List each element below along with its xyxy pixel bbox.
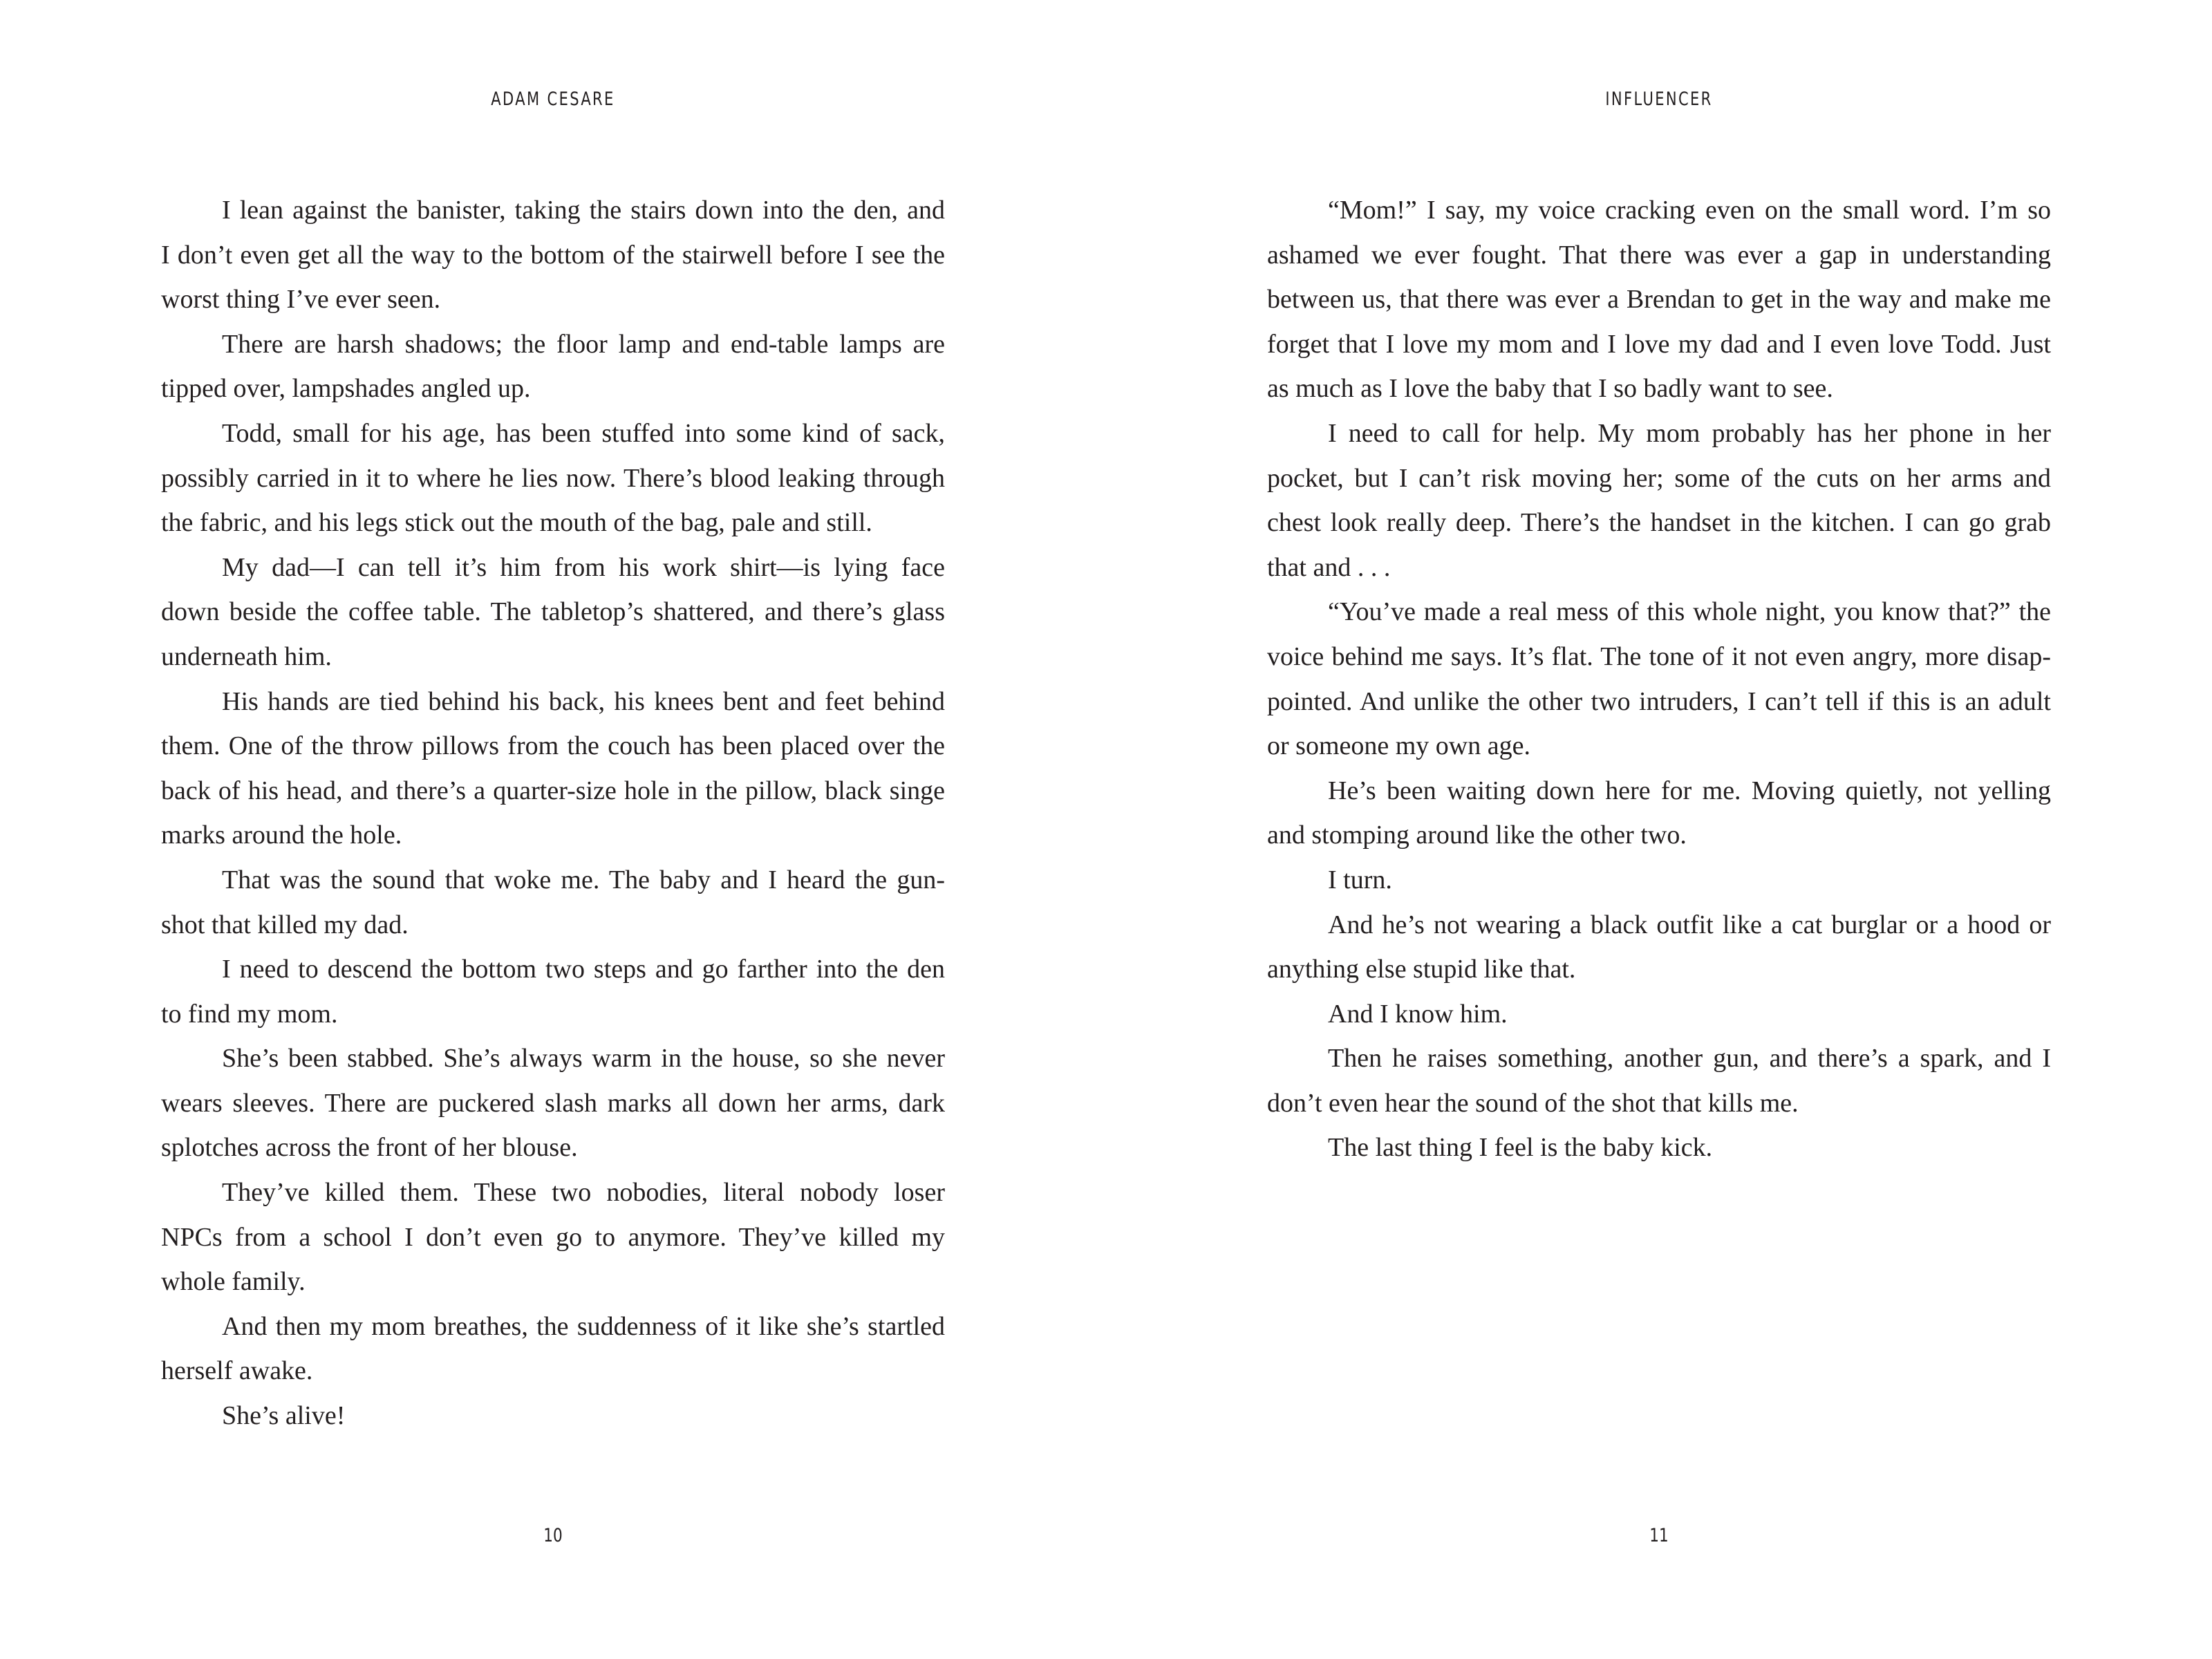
text-line: that and . . . xyxy=(1267,552,1391,582)
text-line: down beside the coffee table. The tabletop’s shattered, and there’s glass xyxy=(161,597,945,627)
text-line: underneath him. xyxy=(161,641,332,671)
text-line: marks around the hole. xyxy=(161,821,402,850)
text-line: And I know him. xyxy=(1328,999,1508,1029)
paragraph xyxy=(1267,903,2051,992)
paragraph xyxy=(161,679,945,858)
text-line: anything else stupid like that. xyxy=(1267,955,1576,984)
text-line: the fabric, and his legs stick out the mouth of the bag, pale and still. xyxy=(161,508,872,538)
text-line: The last thing I feel is the baby kick. xyxy=(1328,1133,1713,1163)
text-line: forget that I love my mom and I love my dad and I even love Todd. Just xyxy=(1267,329,2051,359)
text-line: to find my mom. xyxy=(161,999,338,1029)
text-line: back of his head, and there’s a quarter-size hole in the pillow, black singe xyxy=(161,776,945,805)
paragraph xyxy=(161,411,945,545)
text-line: “You’ve made a real mess of this whole night, you know that?” the xyxy=(1328,597,2051,627)
text-line: splotches across the front of her blouse. xyxy=(161,1133,578,1163)
text-line: And he’s not wearing a black outfit like a cat burglar or a hood or xyxy=(1328,910,2051,939)
text-line: tipped over, lampshades angled up. xyxy=(161,374,531,404)
text-line: “Mom!” I say, my voice cracking even on the small word. I’m so xyxy=(1328,196,2051,225)
text-line: His hands are tied behind his back, his knees bent and feet behind xyxy=(222,686,945,716)
text-line: chest look really deep. There’s the handset in the kitchen. I can go grab xyxy=(1267,508,2051,538)
text-line: My dad—I can tell it’s him from his work shirt—is lying face xyxy=(222,552,945,582)
text-line: between us, that there was ever a Brendan to get in the way and make me xyxy=(1267,285,2051,315)
text-line: or someone my own age. xyxy=(1267,731,1530,761)
text-line: herself awake. xyxy=(161,1356,313,1386)
text-line: I don’t even get all the way to the bottom of the stairwell before I see the xyxy=(161,240,945,270)
text-line: She’s alive! xyxy=(222,1401,346,1431)
text-line: voice behind me says. It’s flat. The tone of it not even angry, more disap- xyxy=(1267,641,2051,671)
text-line: and stomping around like the other two. xyxy=(1267,821,1687,850)
text-line: Then he raises something, another gun, and there’s a spark, and I xyxy=(1328,1044,2051,1074)
text-line: don’t even hear the sound of the shot that kills me. xyxy=(1267,1088,1799,1118)
text-line: possibly carried in it to where he lies now. There’s blood leaking through xyxy=(161,463,945,493)
paragraph xyxy=(161,545,945,679)
paragraph xyxy=(161,1036,945,1170)
text-line: I need to call for help. My mom probably has her phone in her xyxy=(1328,418,2051,448)
paragraph xyxy=(1267,769,2051,858)
paragraph xyxy=(161,858,945,947)
text-line: She’s been stabbed. She’s always warm in the house, so she never xyxy=(222,1044,945,1074)
text-line: There are harsh shadows; the floor lamp and end-table lamps are xyxy=(222,329,945,359)
text-line: ashamed we ever fought. That there was ever a gap in understanding xyxy=(1267,240,2051,270)
left-page-body xyxy=(161,188,945,1438)
running-head-title: INFLUENCER xyxy=(1605,88,1713,110)
paragraph xyxy=(161,1170,945,1304)
text-line: That was the sound that woke me. The baby and I heard the gun- xyxy=(222,865,945,894)
right-page xyxy=(1106,0,2212,1659)
paragraph xyxy=(1267,188,2051,411)
paragraph xyxy=(1267,992,2051,1037)
paragraph xyxy=(1267,411,2051,590)
page-number: 10 xyxy=(543,1525,563,1546)
text-line: I need to descend the bottom two steps and go farther into the den xyxy=(222,955,945,984)
paragraph xyxy=(161,947,945,1036)
text-line: shot that killed my dad. xyxy=(161,910,409,939)
text-line: He’s been waiting down here for me. Moving quietly, not yelling xyxy=(1328,776,2051,805)
text-line: They’ve killed them. These two nobodies, literal nobody loser xyxy=(222,1178,945,1208)
paragraph xyxy=(161,1304,945,1394)
text-line: pocket, but I can’t risk moving her; some of the cuts on her arms and xyxy=(1267,463,2051,493)
text-line: And then my mom breathes, the suddenness of it like she’s startled xyxy=(222,1311,945,1341)
text-line: them. One of the throw pillows from the couch has been placed over the xyxy=(161,731,945,761)
paragraph xyxy=(1267,1036,2051,1125)
paragraph xyxy=(1267,858,2051,903)
paragraph xyxy=(161,1394,945,1438)
right-page-body xyxy=(1267,188,2051,1170)
text-line: whole family. xyxy=(161,1267,306,1297)
paragraph xyxy=(1267,590,2051,768)
text-line: wears sleeves. There are puckered slash marks all down her arms, dark xyxy=(161,1088,945,1118)
text-line: pointed. And unlike the other two intruders, I can’t tell if this is an adult xyxy=(1267,686,2051,716)
paragraph xyxy=(1267,1125,2051,1170)
text-line: NPCs from a school I don’t even go to anymore. They’ve killed my xyxy=(161,1222,945,1252)
page-number: 11 xyxy=(1649,1525,1669,1546)
running-head-author: ADAM CESARE xyxy=(491,88,615,110)
text-line: I turn. xyxy=(1328,865,1392,894)
text-line: Todd, small for his age, has been stuffed into some kind of sack, xyxy=(222,418,945,448)
text-line: I lean against the banister, taking the stairs down into the den, and xyxy=(222,196,945,225)
text-line: worst thing I’ve ever seen. xyxy=(161,285,441,315)
paragraph xyxy=(161,322,945,411)
text-line: as much as I love the baby that I so badly want to see. xyxy=(1267,374,1833,404)
paragraph xyxy=(161,188,945,322)
